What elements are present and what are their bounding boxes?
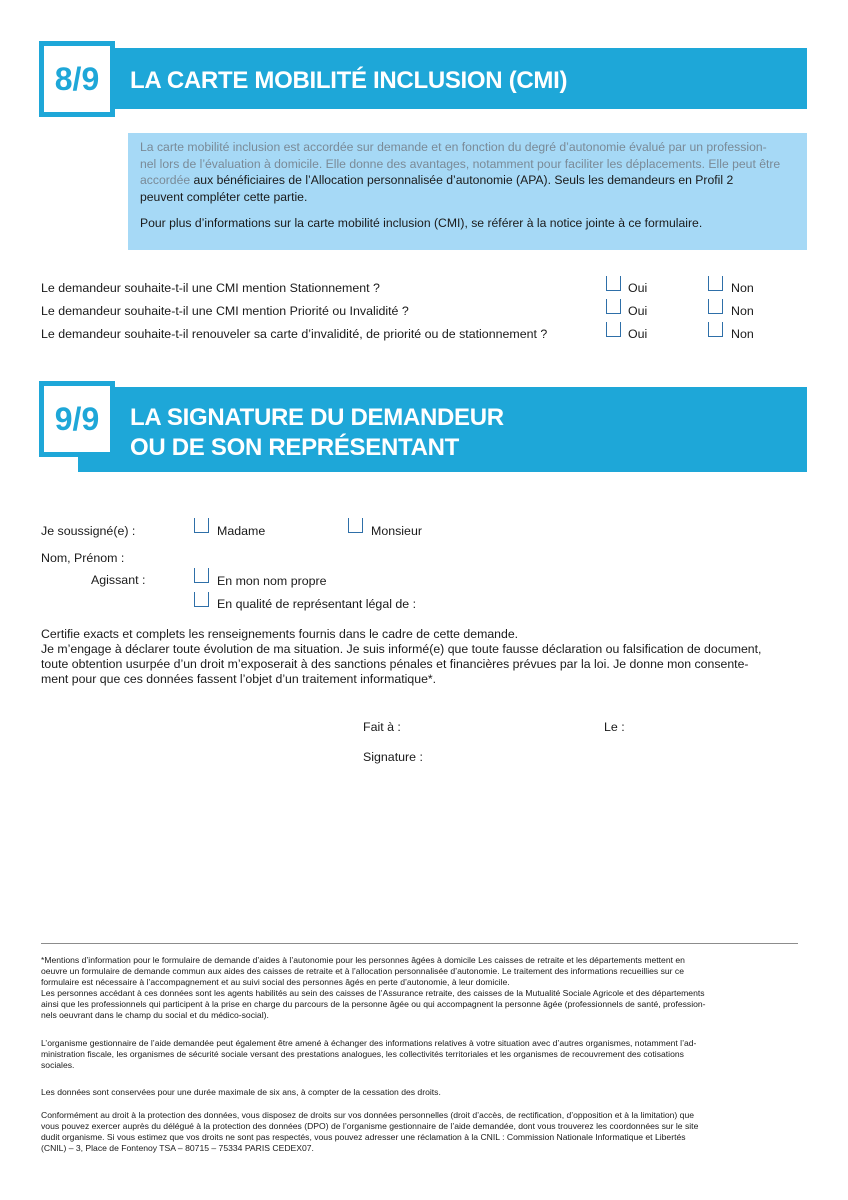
section-8-number: 8/9 xyxy=(39,41,115,117)
legal-rep-label: En qualité de représentant légal de : xyxy=(217,597,417,611)
renouvellement-oui-checkbox[interactable] xyxy=(606,322,621,337)
section-9-title-line2: OU DE SON REPRÉSENTANT xyxy=(130,434,459,461)
cmi-info-box xyxy=(128,133,807,250)
date-label: Le : xyxy=(604,720,625,734)
footnote-paragraph-4 xyxy=(41,1110,807,1154)
footnote-line: Les données sont conservées pour une durée maximale de six ans, à compter de la cessation des droits. xyxy=(41,1087,441,1097)
info-line: accordée xyxy=(140,173,191,187)
signature-label: Signature : xyxy=(363,750,423,764)
footnote-line: nels oeuvrant dans le champ du social et du médico-social). xyxy=(41,1010,269,1020)
agissant-label: Agissant : xyxy=(91,573,146,587)
cmi-question-priorite: Le demandeur souhaite-t-il une CMI mention Priorité ou Invalidité ? xyxy=(41,304,409,318)
certification-text xyxy=(41,627,807,687)
own-name-label: En mon nom propre xyxy=(217,574,327,588)
monsieur-label: Monsieur xyxy=(371,524,422,538)
info-line: nel lors de l’évaluation à domicile. Elle donne des avantages, notamment pour faciliter les déplacements. Elle peut être xyxy=(140,156,781,171)
footnote-line: vous pouvez exercer auprès du délégué à la protection des données (DPO) de l’organisme gestionnaire de l’aide demandée, dont vous trouverez les coordonnées sur le site xyxy=(41,1121,699,1131)
certify-line: Je m’engage à déclarer toute évolution de ma situation. Je suis informé(e) que toute fausse déclaration ou falsification de document, xyxy=(41,642,762,656)
footnote-line: formulaire est nécessaire à l’accompagnement et au suivi social des personnes âgés en perte d’autonomie, à leur domicile. xyxy=(41,977,510,987)
priorite-non-checkbox[interactable] xyxy=(708,299,723,314)
cmi-question-stationnement: Le demandeur souhaite-t-il une CMI mention Stationnement ? xyxy=(41,281,380,295)
madame-label: Madame xyxy=(217,524,266,538)
own-name-checkbox[interactable] xyxy=(194,568,209,583)
monsieur-checkbox[interactable] xyxy=(348,518,363,533)
footnote-line: Conformément au droit à la protection des données, vous disposez de droits sur vos données personnelles (droit d’accès, de rectification, d’opposition et à la limitation) que xyxy=(41,1110,695,1120)
section-8-title: LA CARTE MOBILITÉ INCLUSION (CMI) xyxy=(130,67,568,94)
priorite-non-label: Non xyxy=(731,304,754,318)
section-9-number: 9/9 xyxy=(39,381,115,457)
certify-line: Certifie exacts et complets les renseignements fournis dans le cadre de cette demande. xyxy=(41,627,519,641)
priorite-oui-checkbox[interactable] xyxy=(606,299,621,314)
certify-line: ment pour que ces données fassent l’objet d’un traitement informatique*. xyxy=(41,672,437,686)
nom-prenom-label: Nom, Prénom : xyxy=(41,551,125,565)
footnote-paragraph-2 xyxy=(41,1038,807,1071)
footnote-line: *Mentions d’information pour le formulaire de demande d’aides à l’autonomie pour les personnes âgées à domicile Les caisses de retraite et les départements mettent en xyxy=(41,955,685,965)
madame-checkbox[interactable] xyxy=(194,518,209,533)
footnote-line: ainsi que les professionnels qui participent à la prise en charge du parcours de la personne âgée ou qui accompagnent la personne âgée (professionnels de santé, profession- xyxy=(41,999,706,1009)
stationnement-oui-label: Oui xyxy=(628,281,648,295)
footnote-line: ministration fiscale, les organismes de sécurité sociale versant des prestations analogues, les collectivités territoriales et les organismes de recouvrement des cotisations xyxy=(41,1049,684,1059)
footnote-divider xyxy=(41,943,798,944)
footnote-line: oeuvre un formulaire de demande commun aux aides des caisses de retraite et à l’allocation personnalisée d’autonomie. Le traitement des informations recueillies sur ce xyxy=(41,966,684,976)
section-9-title-line1: LA SIGNATURE DU DEMANDEUR xyxy=(130,404,504,431)
renouvellement-non-label: Non xyxy=(731,327,754,341)
stationnement-oui-checkbox[interactable] xyxy=(606,276,621,291)
footnote-line: dudit organisme. Si vous estimez que vos droits ne sont pas respectés, vous pouvez adresser une réclamation à la CNIL : Commission Nationale Informatique et Libertés xyxy=(41,1132,686,1142)
footnote-paragraph-1 xyxy=(41,955,807,1021)
renouvellement-oui-label: Oui xyxy=(628,327,648,341)
info-line: aux bénéficiaires de l’Allocation personnalisée d’autonomie (APA). Seuls les demandeurs en Profil 2 xyxy=(190,173,734,187)
stationnement-non-checkbox[interactable] xyxy=(708,276,723,291)
stationnement-non-label: Non xyxy=(731,281,754,295)
footnote-paragraph-3 xyxy=(41,1087,807,1098)
fait-a-label: Fait à : xyxy=(363,720,401,734)
footnote-line: Les personnes accédant à ces données sont les agents habilités au sein des caisses de l’Assurance retraite, des caisses de la Mutualité Sociale Agricole et des départements xyxy=(41,988,705,998)
footnote-line: (CNIL) – 3, Place de Fontenoy TSA – 80715 – 75334 PARIS CEDEX07. xyxy=(41,1143,314,1153)
info-line: peuvent compléter cette partie. xyxy=(140,189,308,204)
footnote-line: L’organisme gestionnaire de l’aide demandée peut également être amené à échanger des informations relatives à votre situation avec d’autres organismes, notamment l’ad- xyxy=(41,1038,697,1048)
priorite-oui-label: Oui xyxy=(628,304,648,318)
renouvellement-non-checkbox[interactable] xyxy=(708,322,723,337)
legal-rep-checkbox[interactable] xyxy=(194,592,209,607)
certify-line: toute obtention usurpée d’un droit m’exposerait à des sanctions pénales et financières prévues par la loi. Je donne mon consente- xyxy=(41,657,749,671)
soussigne-label: Je soussigné(e) : xyxy=(41,524,136,538)
cmi-question-renouvellement: Le demandeur souhaite-t-il renouveler sa carte d’invalidité, de priorité ou de stationnement ? xyxy=(41,327,548,341)
info-line: Pour plus d’informations sur la carte mobilité inclusion (CMI), se référer à la notice jointe à ce formulaire. xyxy=(140,216,703,230)
footnote-line: sociales. xyxy=(41,1060,75,1070)
info-line: La carte mobilité inclusion est accordée sur demande et en fonction du degré d’autonomie évalué par un profession- xyxy=(140,140,767,154)
